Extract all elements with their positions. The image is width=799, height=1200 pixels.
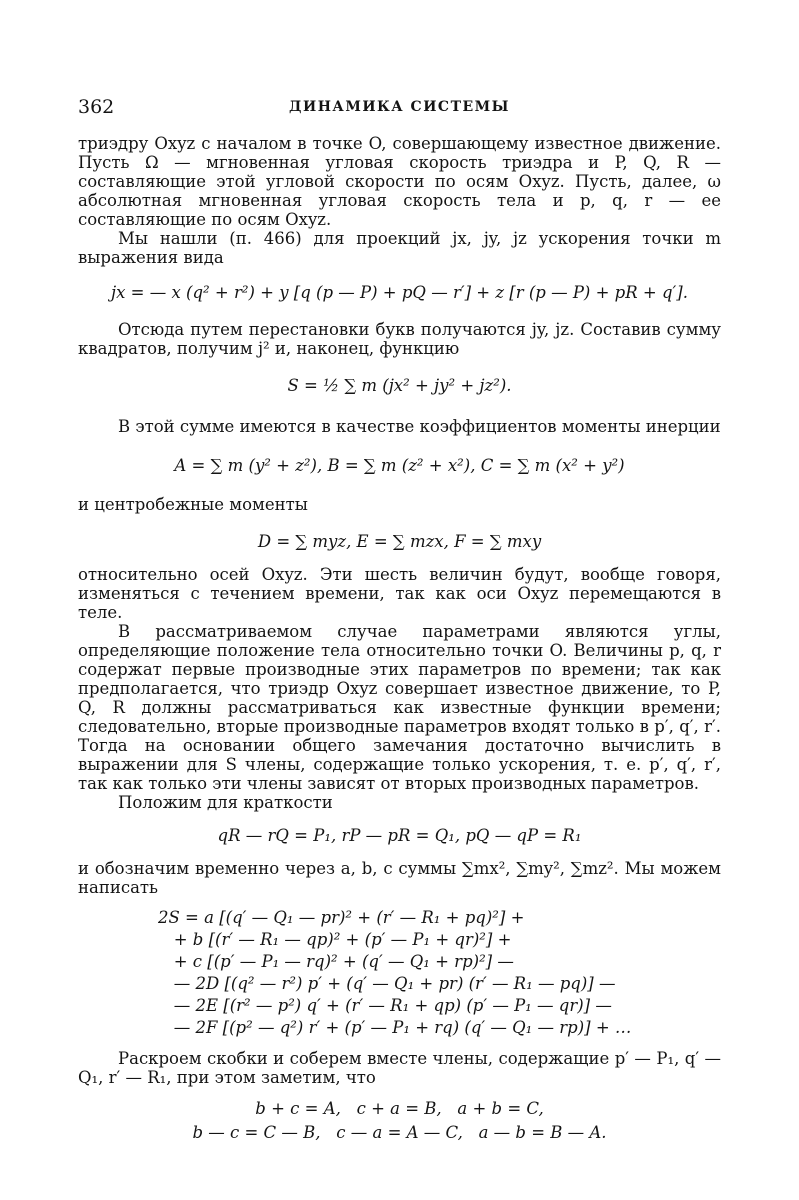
equation-definitions: qR — rQ = P₁, rP — pR = Q₁, pQ — qP = R₁: [217, 826, 582, 845]
page-body: [78, 134, 721, 1155]
paragraph: относительно осей Oxyz. Эти шесть величин будут, вообще говоря, изменяться с течением времени, так как оси Oxyz перемещаются в теле.: [78, 565, 721, 622]
page-number: 362: [78, 96, 115, 118]
equation-jx: jx = — x (q² + r²) + y [q (p — P) + pQ — r′] + z [r (p — P) + pR + q′].: [111, 283, 688, 302]
paragraph: Отсюда путем перестановки букв получаются jy, jz. Составив сумму квадратов, получим j² и, наконец, функцию: [78, 320, 721, 358]
equation-centrifugal-moments: D = ∑ myz, E = ∑ mzx, F = ∑ mxy: [257, 532, 542, 551]
equation-s: S = ½ ∑ m (jx² + jy² + jz²).: [287, 376, 512, 395]
paragraph: Положим для краткости: [118, 793, 333, 812]
paragraph: В рассматриваемом случае параметрами являются углы, определяющие положение тела относительно точки O. Величины p, q, r содержат первые производные этих параметров по времени; так как предполагается, что триэдр Oxyz совершает известное движение, то P, Q, R должны рассматриваться как известные функции времени; следовательно, вторые производные параметров входят только в p′, q′, r′. Тогда на основании общего замечания достаточно вычислить в выражении для S члены, содержащие только ускорения, т. е. p′, q′, r′, так как только эти члены зависят от вторых производных параметров.: [78, 622, 721, 793]
paragraph: Раскроем скобки и соберем вместе члены, содержащие p′ — P₁, q′ — Q₁, r′ — R₁, при этом заметим, что: [78, 1049, 721, 1087]
paragraph: Мы нашли (п. 466) для проекций jx, jy, jz ускорения точки m выражения вида: [78, 229, 721, 267]
running-title: ДИНАМИКА СИСТЕМЫ: [289, 99, 510, 115]
equation-2s: 2S = a [(q′ — Q₁ — pr)² + (r′ — R₁ + pq)²] + + b [(r′ — R₁ — qp)² + (p′ — P₁ + qr)²] + + c [(p′ — P₁ — rq)² + (q′ — Q₁ + rp)²] — — 2D [(q² — r²) p′ + (q′ — Q₁ + pr) (r′ — R₁ — pq)] — — 2E [(r² — p²) q′ + (r′ — R₁ + qp) (p′ — P₁ — qr)] — — 2F [(p² — q²) r′ + (p′ — P₁ + rq) (q′ — Q₁ — rp)] + …: [158, 908, 632, 1037]
equation-moments-of-inertia: A = ∑ m (y² + z²), B = ∑ m (z² + x²), C = ∑ m (x² + y²): [174, 456, 625, 475]
equation-relations: b + c = A, c + a = B, a + b = C, b — c = C — B, c — a = A — C, a — b = B — A.: [192, 1099, 607, 1142]
paragraph: и обозначим временно через a, b, c суммы ∑mx², ∑my², ∑mz². Мы можем написать: [78, 859, 721, 897]
page-header: [78, 96, 721, 124]
paragraph: В этой сумме имеются в качестве коэффициентов моменты инерции: [118, 417, 721, 436]
paragraph: и центробежные моменты: [78, 495, 308, 514]
paragraph: триэдру Oxyz с началом в точке O, совершающему известное движение. Пусть Ω — мгновенная угловая скорость триэдра и P, Q, R — составляющие этой угловой скорости по осям Oxyz. Пусть, далее, ω абсолютная мгновенная угловая скорость тела и p, q, r — ее составляющие по осям Oxyz.: [78, 134, 721, 229]
